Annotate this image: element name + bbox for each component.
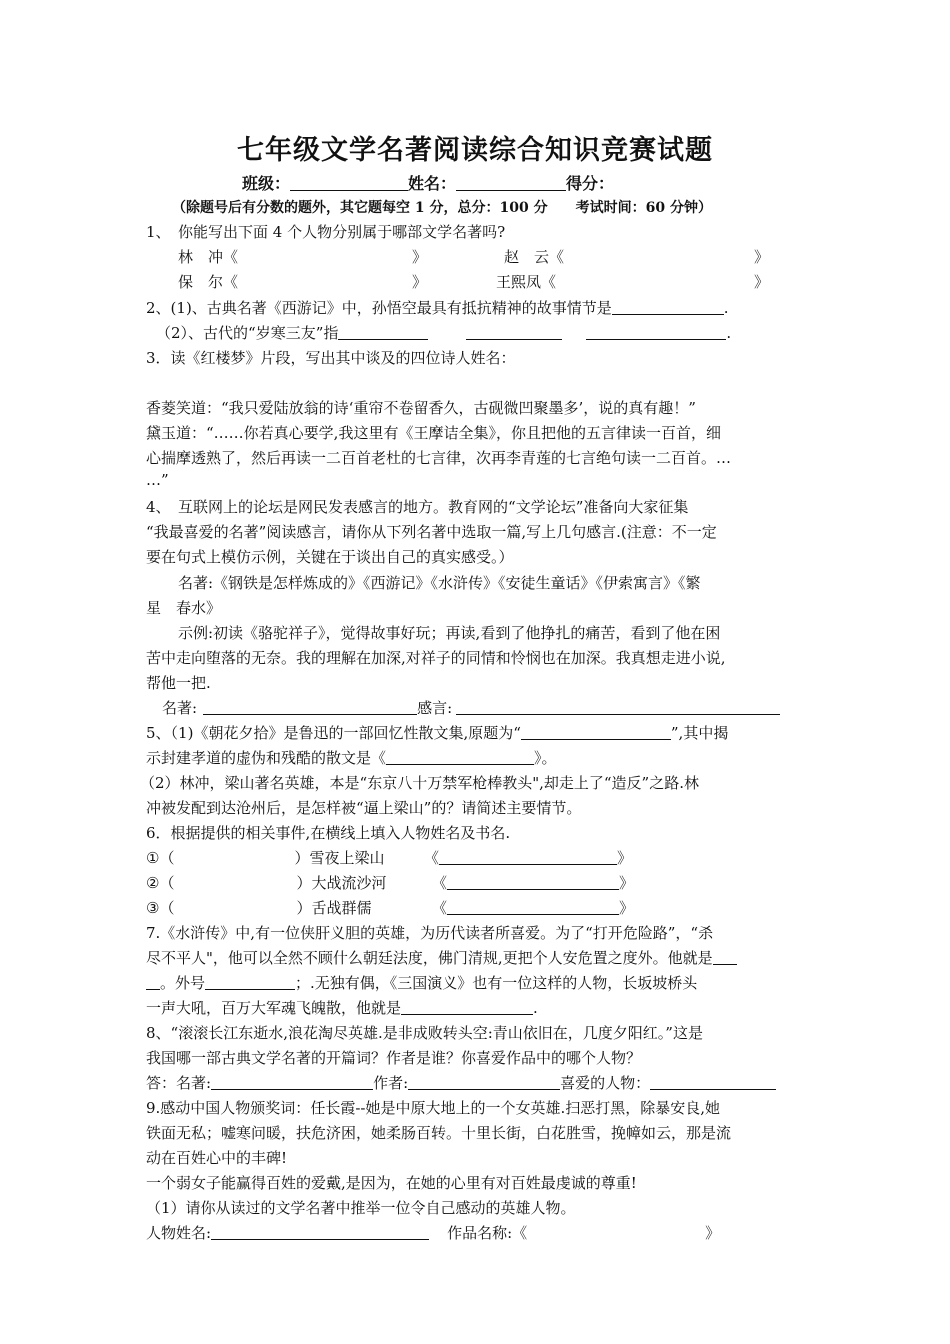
q4-example-1: 示例:初读《骆驼祥子》，觉得故事好玩；再读,看到了他挣扎的痛苦，看到了他在困: [178, 624, 721, 642]
q3-quote-4: …”: [146, 471, 169, 489]
q9-work-label: 作品名称:《: [447, 1224, 528, 1242]
q5-l2-text: 示封建孝道的虚伪和残酷的散文是《: [146, 749, 387, 767]
q5-l1-end: ”,其中揭: [670, 724, 729, 742]
q5-title-blank[interactable]: [521, 723, 671, 740]
q5-line-2: [146, 748, 557, 768]
q8-answer-line: [146, 1073, 776, 1093]
q6-r2-event: ）大战流沙河: [296, 874, 387, 892]
q1-item-zhao-yun: 赵 云《: [504, 248, 565, 266]
q1-close-2: 》: [754, 248, 770, 266]
q2-b-blank-3[interactable]: [586, 323, 726, 340]
q9-line-3: 动在百姓心中的丰碑!: [146, 1149, 288, 1167]
q5-l1-text: 5、（1)《朝花夕拾》是鲁迅的一部回忆性散文集,原题为“: [146, 724, 521, 742]
q8-book-blank[interactable]: [211, 1073, 373, 1090]
q2-a-dot: .: [723, 299, 729, 317]
q2-a-blank[interactable]: [612, 298, 724, 315]
q6-r3-event: ）舌战群儒: [296, 899, 372, 917]
q4-book-blank[interactable]: [203, 698, 417, 715]
q1-item-lin-chong: [178, 247, 238, 267]
q5-essay-blank[interactable]: [386, 748, 534, 765]
q9-line-4: 一个弱女子能赢得百姓的爱戴,是因为，在她的心里有对百姓最虔诚的尊重!: [146, 1174, 637, 1192]
header-fields: [242, 174, 614, 194]
q6-r1-event: ）雪夜上梁山: [294, 849, 385, 867]
q7-l2-text: 尽不平人"，他可以全然不顾什么朝廷法度，佛门清规,更把个人安危置之度外。他就是: [146, 949, 713, 967]
score-label: 得分：: [566, 174, 615, 193]
q2-b-blank-1[interactable]: [338, 323, 428, 340]
q9-line-2: 铁面无私；嘘寒问暖，扶危济困，她柔肠百转。十里长街，白花胜雪，挽幛如云，那是流: [146, 1124, 732, 1142]
q1-person-label: 林 冲《: [178, 248, 239, 266]
q3-quote-1: 香菱笑道：“我只爱陆放翁的诗‘重帘不卷留香久，古砚微凹聚墨多’，说的真有趣！”: [146, 399, 696, 417]
q3-quote-3: 心揣摩透熟了，然后再读一二百首老杜的七言律，次再李青莲的七言绝句读一二百首。…: [146, 449, 732, 467]
q7-l4-dot: .: [533, 999, 538, 1017]
q4-example-2: 苦中走向堕落的无奈。我的理解在加深,对祥子的同情和怜悯也在加深。我真想走进小说,: [146, 649, 726, 667]
q3-quote-2: 黛玉道：“……你若真心要学,我这里有《王摩诘全集》，你且把他的五言律读一百首，细: [146, 424, 721, 442]
q9-name-label: 人物姓名:: [146, 1224, 212, 1242]
page-title: 七年级文学名著阅读综合知识竞赛试题: [237, 135, 713, 166]
q7-l4-text: 一声大吼，百万大军魂飞魄散，他就是: [146, 999, 402, 1017]
q4-feel-label: 感言:: [417, 699, 453, 717]
q5-line-4: 冲被发配到达沧州后，是怎样被“逼上梁山”的？请简述主要情节。: [146, 799, 582, 817]
q1-close-4: 》: [754, 273, 770, 291]
q4-line-1: 4、 互联网上的论坛是网民发表感言的地方。教育网的“文学论坛”准备向大家征集: [146, 498, 689, 516]
q6-r2-book-blank[interactable]: [447, 873, 619, 890]
q1-item-wang-xifeng: 王熙凤《: [496, 273, 557, 291]
q2-a-text: 2、(1)、古典名著《西游记》中，孙悟空最具有抵抗精神的故事情节是: [146, 299, 612, 317]
q8-line-1: 8、“滚滚长江东逝水,浪花淘尽英雄.是非成败转头空:青山依旧在，几度夕阳红。”这是: [146, 1024, 703, 1042]
q7-l3-end: ；.无独有偶，《三国演义》也有一位这样的人物，长坂坡桥头: [295, 974, 698, 992]
q7-line-3: [146, 973, 697, 993]
q5-line-1: [146, 723, 728, 743]
q6-r1-open: ①（: [146, 849, 175, 867]
q7-l3-text: 。外号: [160, 974, 206, 992]
q7-nickname-blank[interactable]: [205, 973, 295, 990]
q2-line-b: [156, 323, 731, 343]
instructions: （除题号后有分数的题外，其它题每空 1 分，总分：100 分 考试时间：60 分钟）: [172, 200, 712, 216]
q6-stem: 6．根据提供的相关事件,在横线上填入人物姓名及书名.: [146, 824, 511, 842]
q6-r3-book-open: 《: [432, 899, 448, 917]
q6-r2-book-open: 《: [432, 874, 448, 892]
q6-r1-book-blank[interactable]: [439, 848, 617, 865]
q8-fav-blank[interactable]: [650, 1073, 776, 1090]
q2-line-a: [146, 298, 729, 318]
name-label: 姓名：: [408, 174, 457, 193]
q7-line-2: [146, 948, 737, 968]
q9-answer-line: [146, 1223, 720, 1243]
q1-item-paul: 保 尔《: [178, 273, 239, 291]
class-blank[interactable]: [290, 174, 408, 191]
q7-line-1: 7.《水浒传》中,有一位侠肝义胆的英雄，为历代读者所喜爱。为了“打开危险路”，“杀: [146, 924, 714, 942]
q7-line-4: [146, 998, 538, 1018]
class-label: 班级：: [242, 174, 291, 193]
q4-example-3: 帮他一把.: [146, 674, 211, 692]
q4-line-3: 要在句式上模仿示例，关键在于谈出自己的真实感受。）: [146, 548, 514, 566]
q4-line-2: “我最喜爱的名著”阅读感言，请你从下列名著中选取一篇,写上几句感言.(注意：不一定: [146, 523, 717, 541]
q4-books-cont: 星 春水》: [146, 599, 222, 617]
q5-line-3: （2）林冲，梁山著名英雄，本是“东京八十万禁军枪棒教头",却走上了“造反”之路.林: [140, 774, 699, 792]
q6-r2-book: [432, 873, 634, 893]
q1-close-3: 》: [412, 273, 428, 291]
q6-r3-book-close: 》: [619, 899, 635, 917]
q9-line-1: 9.感动中国人物颁奖词：任长霞--她是中原大地上的一个女英雄.扫恶打黑，除暴安良,她: [146, 1099, 720, 1117]
q8-book-label: 答：名著:: [146, 1074, 212, 1092]
q8-author-blank[interactable]: [408, 1073, 560, 1090]
q4-answer-line: [162, 698, 780, 718]
q6-r1-book-open: 《: [424, 849, 440, 867]
q6-row-3: [146, 898, 371, 918]
q9-line-5: （1）请你从读过的文学名著中推举一位令自己感动的英雄人物。: [146, 1199, 576, 1217]
q6-r3-book: [432, 898, 634, 918]
q4-feel-blank[interactable]: [456, 698, 780, 715]
q2-b-dot: .: [726, 324, 732, 342]
q4-books: 名著:《钢铁是怎样炼成的》《西游记》《水浒传》《安徒生童话》《伊索寓言》《繁: [178, 574, 701, 592]
q7-three-kingdoms-blank[interactable]: [401, 998, 533, 1015]
q2-b-blank-2[interactable]: [466, 323, 562, 340]
q3-stem: 3．读《红楼梦》片段，写出其中谈及的四位诗人姓名：: [146, 349, 516, 367]
q8-line-2: 我国哪一部古典文学名著的开篇词？作者是谁？你喜爱作品中的哪个人物？: [146, 1049, 642, 1067]
q1-close-1: 》: [412, 248, 428, 266]
q6-r1-book-close: 》: [617, 849, 633, 867]
q6-r2-book-close: 》: [619, 874, 635, 892]
q8-fav-label: 喜爱的人物：: [560, 1074, 651, 1092]
q7-hero-blank-a[interactable]: [713, 948, 737, 965]
q9-work-close: 》: [705, 1224, 721, 1242]
q7-hero-blank-b[interactable]: [146, 973, 160, 990]
q1-stem: 1、 你能写出下面 4 个人物分别属于哪部文学名著吗?: [146, 223, 506, 241]
q6-row-2: [146, 873, 386, 893]
q2-b-text: （2）、古代的“岁寒三友”指: [156, 324, 339, 342]
q5-l2-end: 》。: [534, 749, 557, 767]
name-blank[interactable]: [456, 174, 566, 191]
q4-book-label: 名著:: [162, 699, 198, 717]
q9-name-blank[interactable]: [211, 1223, 429, 1240]
q8-author-label: 作者:: [373, 1074, 409, 1092]
q6-r1-book: [424, 848, 632, 868]
q6-row-1: [146, 848, 384, 868]
q6-r2-open: ②（: [146, 874, 175, 892]
q6-r3-book-blank[interactable]: [447, 898, 619, 915]
q6-r3-open: ③（: [146, 899, 175, 917]
